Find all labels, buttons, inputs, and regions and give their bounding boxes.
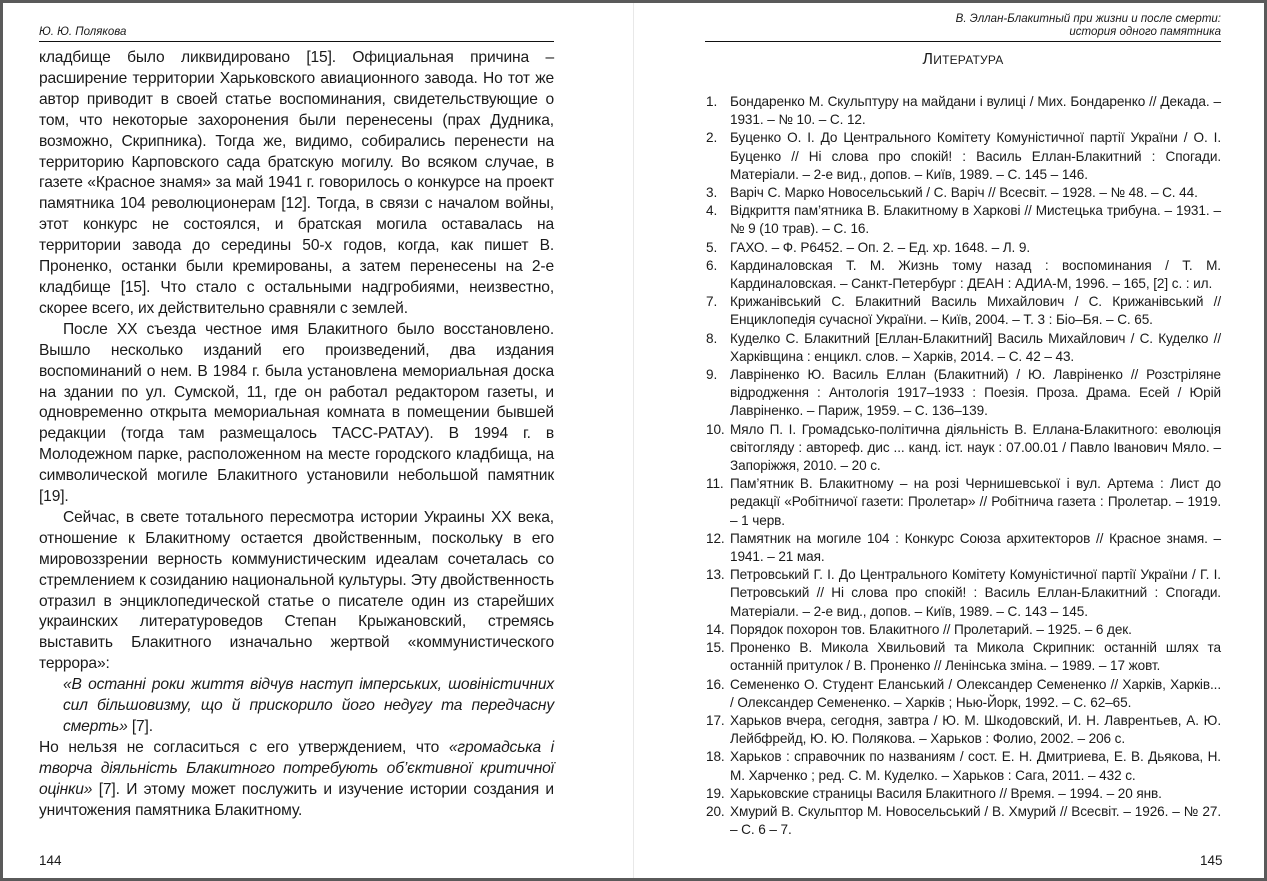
reference-text: Харьков вчера, сегодня, завтра / Ю. М. Шкодовский, И. Н. Лаврентьев, А. Ю. Лейбфрейд, Ю. Ю. Полякова. – Харьков : Фолио, 2002. – 206 с. [730,712,1221,747]
section-title [705,51,1221,69]
reference-text: Крижанівський С. Блакитний Василь Михайлович / С. Крижанівський // Енциклопедія сучасної України. – Київ, 2004. – Т. 3 : Біо–Бя. – С. 65. [730,294,1221,328]
reference-item [706,676,1221,712]
reference-text: Лавріненко Ю. Василь Еллан (Блакитний) / Ю. Лавріненко // Розстріляне відродження : Антологія 1917–1933 : Поезія. Проза. Драма. Есей / Юрій Лавріненко. – Париж, 1959. – С. 136–139. [730,367,1221,419]
reference-text: Проненко В. Микола Хвильовий та Микола Скрипник: останній шлях та останній притулок / В. Проненко // Ленінська зміна. – 1989. – 17 жовт. [730,640,1221,674]
reference-item [706,712,1221,748]
closing-text-before: Но нельзя не согласиться с его утверждением, что [39,738,449,756]
reference-number: 11. [706,476,724,492]
reference-text: Порядок похорон тов. Блакитного // Пролетарий. – 1925. – 6 дек. [730,621,1132,637]
reference-item [706,93,1221,129]
closing-quote: «громадська і творча діяльність Блакитного потребують об’єктивної критичної оцінки» [39,738,554,798]
reference-text: Пам’ятник В. Блакитному – на розі Чернишевської і вул. Артема : Лист до редакції «Робітничої газети: Пролетар» // Робітнича газета : Пролетар. – 1919. – 1 черв. [730,476,1221,528]
reference-number: 8. [706,330,718,346]
running-head-line-2: история одного памятника [1069,26,1221,38]
reference-text: Мяло П. І. Громадсько-політична діяльність В. Еллана-Блакитного: еволюція світогляду : автореф. дис ... канд. іст. наук : 07.00.01 / Павло Іванович Мяло. – Запоріжжя, 2010. – 20 с. [730,421,1221,474]
reference-text: Куделко С. Блакитний [Еллан-Блакитний] Василь Михайлович / С. Куделко // Харківщина : енцикл. слов. – Харків, 2014. – С. 42 – 43. [730,330,1221,364]
quote-citation: [7]. [127,718,153,735]
reference-item [706,530,1221,566]
reference-text: Кардиналовская Т. М. Жизнь тому назад : воспоминания / Т. М. Кардиналовская. – Санкт-Петербург : ДЕАН : АДИА-М, 1996. – 165, [2] с. : ил. [730,257,1221,292]
reference-item [706,184,1221,202]
closing-paragraph [39,738,554,822]
reference-item [706,257,1221,293]
reference-item [706,748,1221,784]
reference-item [706,202,1221,238]
reference-item [706,366,1221,421]
reference-number: 4. [706,203,718,219]
reference-item [706,129,1221,184]
reference-number: 12. [706,530,725,546]
reference-number: 13. [706,567,725,583]
reference-item [706,785,1221,803]
reference-number: 6. [706,257,718,273]
reference-list [706,93,1221,839]
page-number-left: 144 [39,853,62,868]
reference-text: Бондаренко М. Скульптуру на майдани і вулиці / Мих. Бондаренко // Декада. – 1931. – № 10. – С. 12. [730,94,1221,128]
reference-text: ГАХО. – Ф. Р6452. – Оп. 2. – Ед. хр. 1648. – Л. 9. [730,239,1031,255]
reference-text: Харьков : справочник по названиям / сост. Е. Н. Дмитриева, Е. В. Дьякова, Н. М. Харченко ; ред. С. М. Куделко. – Харьков : Сага, 2011. – 432 с. [730,749,1221,783]
running-head-line-1: В. Эллан-Блакитный при жизни и после смерти: [955,13,1221,25]
reference-item [706,803,1221,839]
reference-item [706,293,1221,329]
paragraph: После XX съезда честное имя Блакитного было восстановлено. Вышло несколько изданий его произведений, два издания воспоминаний о нем. В 1984 г. была установлена мемориальная доска на здании по ул. Сумской, 11, где он работал редактором газеты, и одновременно открыта мемориальная комната в помещении бывшей редакции (тогда там размещалось ТАСС-РАТАУ). В 1994 г. в Молодежном парке, расположенном на месте городского кладбища, на символической могиле Блакитного установили небольшой памятник [19]. [39,320,554,506]
reference-item [706,475,1221,530]
reference-number: 9. [706,367,718,383]
reference-number: 2. [706,130,718,146]
reference-item [706,421,1221,476]
section-title-initial: Л [922,51,934,68]
reference-text: Відкриття пам’ятника В. Блакитному в Харкові // Мистецька трибуна. – 1931. – № 9 (10 трав). – С. 16. [730,203,1221,237]
reference-number: 10. [706,421,725,437]
reference-number: 19. [706,785,725,801]
reference-number: 14. [706,621,725,637]
paragraph: кладбище было ликвидировано [15]. Официальная причина – расширение территории Харьковского авиационного завода. Но тот же автор приводит в своей статье воспоминания, свидетельствующие о том, что некоторые захоронения были перенесены (прах Дудника, возможно, Скрипника). Тогда же, видимо, собирались перенести на территорию Карповского сада братскую могилу. Во всяком случае, в газете «Красное знамя» за май 1941 г. говорилось о конкурсе на проект памятника 104 революционерам [12]. Тогда, в связи с началом войны, этот конкурс не состоялся, и братская могила оставалась на территории завода до середины 50-х годов, когда, как пишет В. Проненко, останки были кремированы, а затем перенесены на 2-е кладбище [15]. Что стало с остальными надгробиями, неизвестно, скорее всего, их действительно сравняли с землей. [39,49,554,317]
reference-number: 16. [706,676,725,692]
reference-text: Харьковские страницы Василя Блакитного // Время. – 1994. – 20 янв. [730,785,1162,801]
closing-text-after: [7]. И этому может послужить и изучение истории создания и уничтожения памятника Блакитному. [39,780,554,819]
block-quote [39,675,554,738]
reference-item [706,639,1221,675]
body-text [39,48,554,822]
running-head-left: Ю. Ю. Полякова [39,25,554,42]
paragraph: Сейчас, в свете тотального пересмотра истории Украины XX века, отношение к Блакитному остается двойственным, поскольку в его мировоззрении верность коммунистическим идеалам сочеталась со стремлением к созиданию национальной культуры. Эту двойственность отразил в энциклопедической статье о писателе один из старейших украинских литературоведов Степан Крыжановский, стремясь выставить Блакитного изначально жертвой «коммунистического террора»: [39,508,554,673]
left-page [3,3,634,878]
reference-number: 15. [706,640,725,656]
reference-number: 7. [706,294,718,310]
reference-text: Петровський Г. І. До Центрального Комітету Комуністичної партії України / Г. І. Петровський // Ні слова про спокій! : Василь Еллан-Блакитний : Спогади. Матеріали. – 2-е вид., допов. – Київ, 1989. – С. 143 – 145. [730,567,1221,619]
reference-text: Варіч С. Марко Новосельський / С. Варіч // Всесвіт. – 1928. – № 48. – С. 44. [730,185,1198,201]
reference-number: 3. [706,185,718,201]
reference-text: Буценко О. І. До Центрального Комітету Комуністичної партії України / О. І. Буценко // Ні слова про спокій! : Василь Еллан-Блакитний : Спогади. Матеріали. – 2-е вид., допов. – Київ, 1989. – С. 145 – 146. [730,130,1221,182]
reference-item [706,566,1221,621]
reference-item [706,621,1221,639]
section-title-rest: ИТЕРАТУРА [933,53,1004,67]
running-head-right [705,13,1221,42]
reference-text: Семененко О. Студент Еланський / Олександер Семененко // Харків, Харків... / Олександер Семененко. – Харків ; Нью-Йорк, 1992. – С. 62–65. [730,676,1221,710]
reference-item [706,330,1221,366]
reference-text: Памятник на могиле 104 : Конкурс Союза архитекторов // Красное знамя. – 1941. – 21 мая. [730,530,1221,565]
page-number-right: 145 [1200,853,1223,868]
quote-text: «В останні роки життя відчув наступ імперських, шовіністичних сил більшовизму, що й прискорило його недугу та передчасну смерть» [63,676,554,735]
reference-number: 18. [706,749,725,765]
reference-item [706,239,1221,257]
reference-number: 17. [706,712,725,728]
reference-number: 5. [706,239,718,255]
right-page [634,3,1264,878]
reference-number: 20. [706,803,725,819]
reference-number: 1. [706,94,718,109]
reference-text: Хмурий В. Скульптор М. Новосельський / В. Хмурий // Всесвіт. – 1926. – № 27. – С. 6 – 7. [730,803,1221,838]
